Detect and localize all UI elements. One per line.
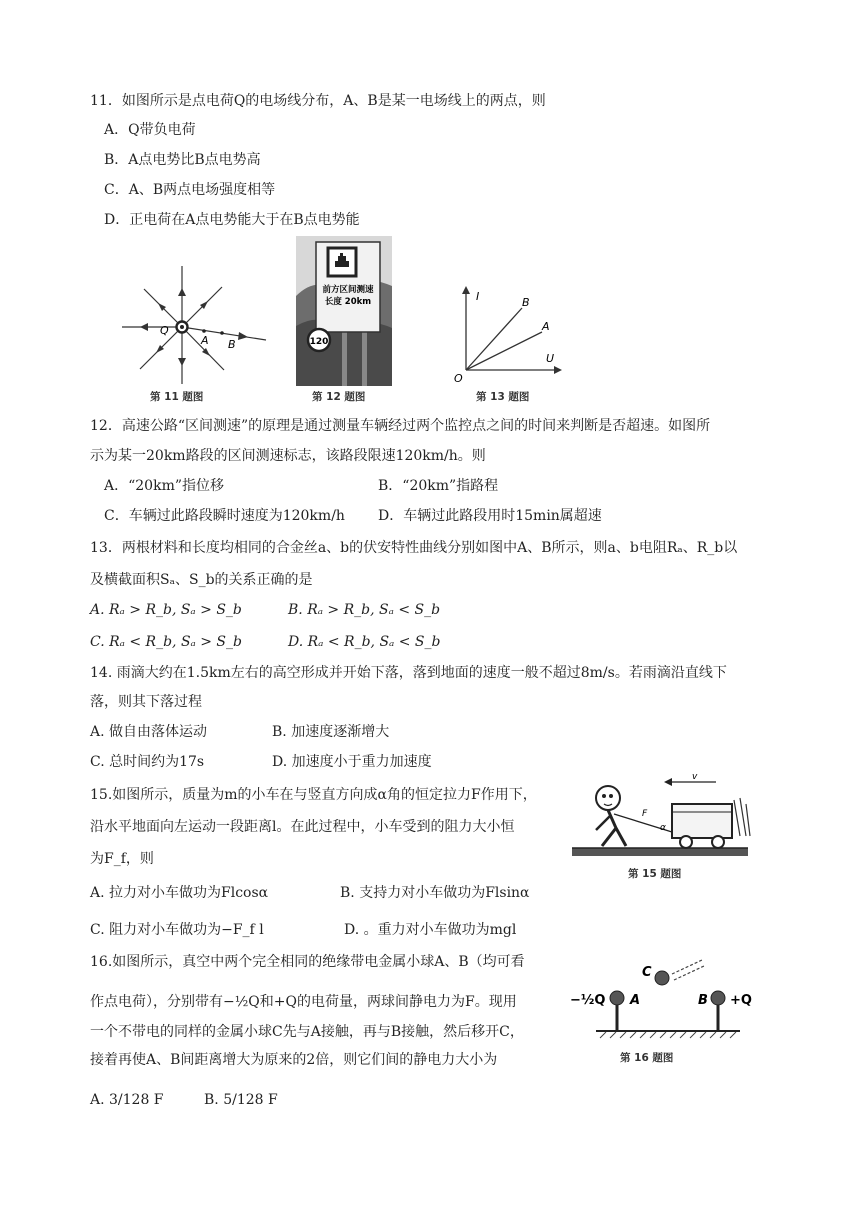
q15-option-c: C. 阻力对小车做功为−F_f l (90, 922, 264, 938)
iu-graph (450, 282, 570, 388)
line-a-label: A (542, 320, 550, 333)
q14-option-a: A. 做自由落体运动 (90, 724, 208, 740)
q12-option-b: B．“20km”指路程 (378, 478, 499, 494)
figure-15 (568, 770, 754, 862)
q13-option-d: D. Rₐ < R_b, Sₐ < S_b (288, 634, 441, 650)
figure-16 (570, 958, 770, 1042)
q13-stem-line1: 13．两根材料和长度均相同的合金丝a、b的伏安特性曲线分别如图中A、B所示，则a、b电阻Rₐ、R_b以 (90, 540, 738, 556)
sign-text-line1: 前方区间测速 (322, 285, 374, 295)
q15-stem-line2: 沿水平地面向左运动一段距离l。在此过程中，小车受到的阻力大小恒 (90, 819, 515, 835)
figure-13 (450, 282, 570, 388)
cart-pulling-diagram (568, 770, 754, 862)
q16-stem-line3: 一个不带电的同样的金属小球C先与A接触，再与B接触，然后移开C， (90, 1024, 524, 1040)
q12-option-a: A．“20km”指位移 (104, 478, 224, 494)
speed-sign-photo (296, 236, 392, 386)
q14-option-c: C. 总时间约为17s (90, 754, 205, 770)
origin-label: O (454, 372, 463, 385)
sign-text-line2: 长度 20km (324, 297, 372, 307)
q14-stem-line2: 落，则其下落过程 (90, 694, 202, 710)
charged-spheres-diagram (570, 958, 770, 1042)
q15-stem-line1: 15.如图所示，质量为m的小车在与竖直方向成α角的恒定拉力F作用下， (90, 787, 537, 803)
q13-option-c: C. Rₐ < R_b, Sₐ > S_b (90, 634, 242, 650)
q16-option-a: A. 3/128 F (90, 1092, 164, 1108)
q16-stem-line1: 16.如图所示，真空中两个完全相同的绝缘带电金属小球A、B（均可看 (90, 954, 525, 970)
q12-option-c: C．车辆过此路段瞬时速度为120km/h (104, 508, 345, 524)
alpha-label: α (660, 823, 666, 833)
q15-option-b: B. 支持力对小车做功为Flsinα (340, 885, 530, 901)
q14-stem-line1: 14. 雨滴大约在1.5km左右的高空形成并开始下落，落到地面的速度一般不超过8m/s。若雨滴沿直线下 (90, 665, 727, 681)
label-a: A (201, 334, 209, 347)
q16-stem-line4: 接着再使A、B间距离增大为原来的2倍，则它们间的静电力大小为 (90, 1052, 498, 1068)
figure-12 (296, 236, 392, 386)
figure-13-caption: 第 13 题图 (476, 391, 530, 403)
speed-limit-number: 120 (309, 337, 329, 347)
q13-option-a: A. Rₐ > R_b, Sₐ > S_b (90, 602, 242, 618)
q12-stem-line2: 示为某一20km路段的区间测速标志，该路段限速120km/h。则 (90, 448, 486, 464)
label-q: Q (160, 324, 169, 337)
charge-b: +Q (730, 993, 752, 1008)
label-b: B (228, 338, 236, 351)
velocity-label: v (692, 772, 698, 782)
line-b-label: B (522, 296, 530, 309)
axis-u-label: U (546, 352, 555, 365)
q13-stem-line2: 及横截面积Sₐ、S_b的关系正确的是 (90, 572, 313, 588)
label-a-sphere: A (630, 993, 641, 1008)
q15-stem-line3: 为F_f，则 (90, 851, 154, 867)
q11-option-a: A．Q带负电荷 (104, 122, 196, 138)
charge-a: −½Q (570, 993, 606, 1008)
q11-option-c: C．A、B两点电场强度相等 (104, 182, 276, 198)
q16-stem-line2: 作点电荷），分别带有−½Q和+Q的电荷量，两球间静电力为F。现用 (90, 994, 517, 1010)
q16-option-b: B. 5/128 F (204, 1092, 278, 1108)
line-a (466, 332, 542, 370)
q11-stem: 11．如图所示是点电荷Q的电场线分布，A、B是某一电场线上的两点，则 (90, 93, 546, 109)
q12-stem-line1: 12．高速公路“区间测速”的原理是通过测量车辆经过两个监控点之间的时间来判断是否超速。如图所 (90, 418, 711, 434)
label-b-sphere: B (698, 993, 708, 1008)
figure-11-caption: 第 11 题图 (150, 391, 204, 403)
q15-option-a: A. 拉力对小车做功为Flcosα (90, 885, 269, 901)
force-label: F (642, 809, 648, 819)
q15-option-d: D. 。重力对小车做功为mgl (344, 922, 517, 938)
q11-option-d: D．正电荷在A点电势能大于在B点电势能 (104, 212, 360, 228)
figure-12-caption: 第 12 题图 (312, 391, 366, 403)
q11-option-b: B．A点电势比B点电势高 (104, 152, 261, 168)
q13-option-b: B. Rₐ > R_b, Sₐ < S_b (288, 602, 441, 618)
line-b (466, 308, 522, 370)
q14-option-d: D. 加速度小于重力加速度 (272, 754, 432, 770)
figure-16-caption: 第 16 题图 (620, 1052, 674, 1064)
q12-option-d: D．车辆过此路段用时15min属超速 (378, 508, 602, 524)
axis-i-label: I (476, 290, 480, 303)
label-c: C (642, 965, 652, 980)
q14-option-b: B. 加速度逐渐增大 (272, 724, 390, 740)
figure-15-caption: 第 15 题图 (628, 868, 682, 880)
